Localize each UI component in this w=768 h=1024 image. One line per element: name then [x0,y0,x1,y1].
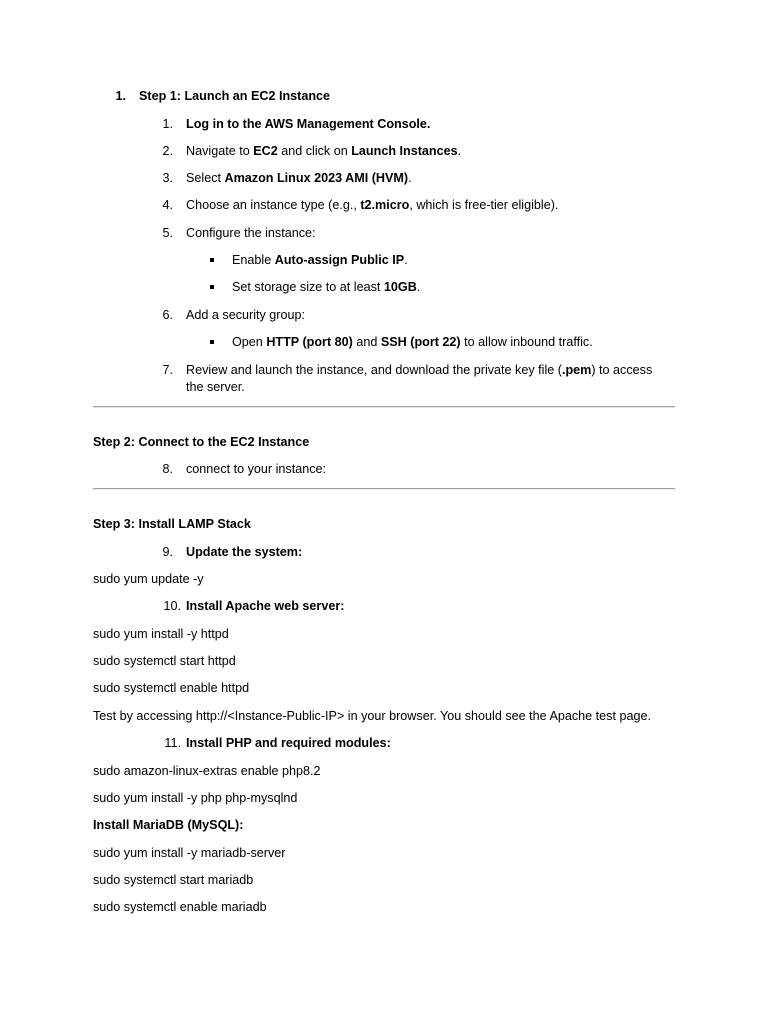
step1-item-4-number: 4. [162,198,173,212]
step1-item-2-number: 2. [162,144,173,158]
step1-item-1-number: 1. [162,117,173,131]
configure-bullet-2: Set storage size to at least 10GB. [232,280,421,294]
step1-item-6-number: 6. [162,308,173,322]
apache-test-note: Test by accessing http://<Instance-Public-IP> in your browser. You should see the Apache test page. [93,709,651,723]
step1-item-7-number: 7. [162,363,173,377]
update-command: sudo yum update -y [93,572,204,586]
step1-item-2-text: Navigate to EC2 and click on Launch Instances. [186,144,462,158]
step1-item-7-continuation: the server. [186,380,245,394]
step1-item-1-text: Log in to the AWS Management Console. [186,117,431,131]
apache-command-3: sudo systemctl enable httpd [93,681,250,695]
step1-title: Step 1: Launch an EC2 Instance [139,89,331,103]
step1-number: 1. [115,89,126,103]
horizontal-divider [93,488,675,490]
mariadb-command-2: sudo systemctl start mariadb [93,873,254,887]
apache-command-2: sudo systemctl start httpd [93,654,236,668]
step1-item-5-text: Configure the instance: [186,226,316,240]
php-title: Install PHP and required modules: [186,736,391,750]
php-command-1: sudo amazon-linux-extras enable php8.2 [93,764,321,778]
bullet-marker [210,340,214,344]
mariadb-command-3: sudo systemctl enable mariadb [93,900,267,914]
mariadb-title: Install MariaDB (MySQL): [93,818,244,832]
configure-bullet-1: Enable Auto-assign Public IP. [232,253,408,267]
step2-item-number: 8. [162,462,173,476]
step1-item-3-number: 3. [162,171,173,185]
step2-item-text: connect to your instance: [186,462,327,476]
step2-title: Step 2: Connect to the EC2 Instance [93,435,310,449]
step3-title: Step 3: Install LAMP Stack [93,517,251,531]
step1-item-7-text: Review and launch the instance, and download the private key file (.pem) to access [186,363,653,377]
apache-title: Install Apache web server: [186,599,345,613]
step1-item-6-text: Add a security group: [186,308,306,322]
horizontal-divider [93,406,675,408]
bullet-marker [210,258,214,262]
bullet-marker [210,285,214,289]
mariadb-command-1: sudo yum install -y mariadb-server [93,846,286,860]
apache-command-1: sudo yum install -y httpd [93,627,229,641]
update-title: Update the system: [186,545,303,559]
apache-number: 10. [163,599,181,613]
step1-item-4-text: Choose an instance type (e.g., t2.micro, which is free-tier eligible). [186,198,559,212]
update-number: 9. [162,545,173,559]
php-command-2: sudo yum install -y php php-mysqlnd [93,791,298,805]
step1-item-5-number: 5. [162,226,173,240]
security-bullet-1: Open HTTP (port 80) and SSH (port 22) to allow inbound traffic. [232,335,593,349]
php-number: 11. [164,736,181,750]
step1-item-3-text: Select Amazon Linux 2023 AMI (HVM). [186,171,412,185]
